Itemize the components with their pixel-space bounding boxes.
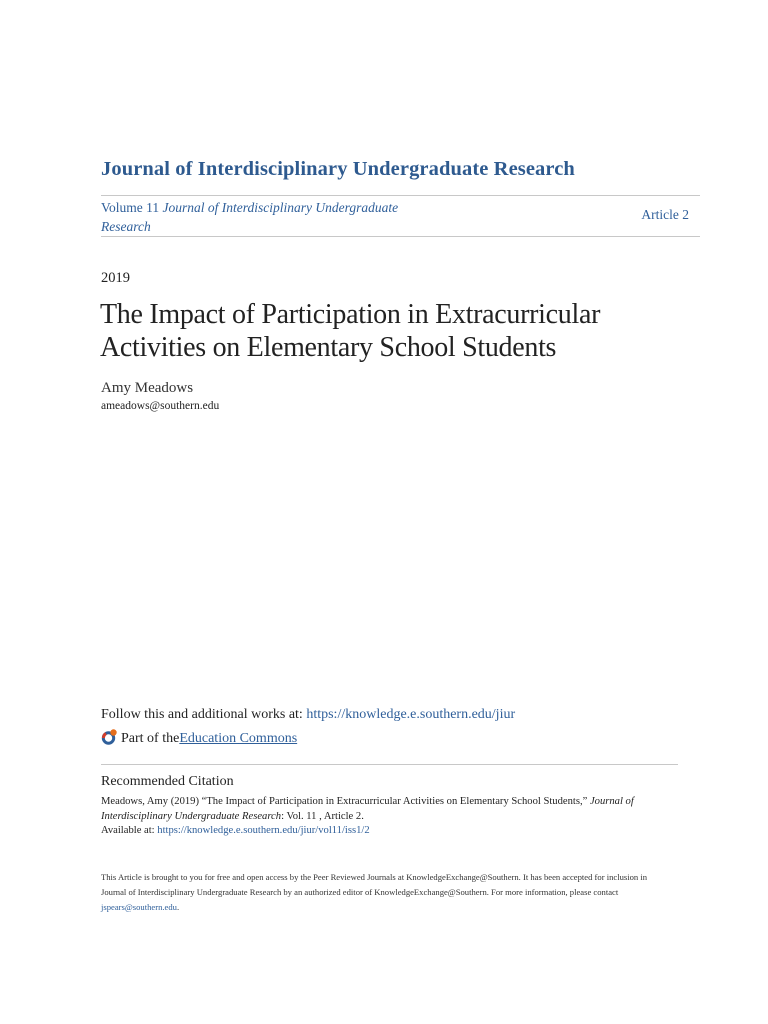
article-title bbox=[100, 298, 660, 364]
citation-text bbox=[101, 795, 661, 839]
author-name: Amy Meadows bbox=[101, 380, 194, 396]
available-prefix: Available at: bbox=[101, 825, 158, 836]
citation-url-link[interactable]: https://knowledge.e.southern.edu/jiur/vol11/iss1/2 bbox=[157, 825, 370, 836]
journal-title-text: Journal of Interdisciplinary Undergraduate Research bbox=[101, 158, 575, 180]
follow-prefix: Follow this and additional works at: bbox=[101, 707, 307, 722]
education-commons-link[interactable]: Education Commons bbox=[179, 731, 298, 746]
follow-url-link[interactable]: https://knowledge.e.southern.edu/jiur bbox=[306, 707, 516, 722]
author-email: ameadows@southern.edu bbox=[101, 400, 220, 412]
network-commons-icon bbox=[101, 728, 119, 746]
volume-journal-name: Journal of Interdisciplinary Undergraduate Research bbox=[101, 200, 399, 234]
notice-end: . bbox=[176, 902, 180, 912]
divider-mid bbox=[101, 236, 700, 237]
citation-prefix: Meadows, Amy (2019) “The Impact of Participation in Extracurricular Activities on Elementary School Students,” bbox=[101, 796, 590, 807]
part-of-line bbox=[101, 730, 297, 748]
article-title-line-2: Activities on Elementary School Students bbox=[100, 332, 557, 363]
journal-title[interactable] bbox=[101, 158, 575, 181]
notice-text: This Article is brought to you for free and open access by the Peer Reviewed Journals at KnowledgeExchange@Southern. It has been accepted for inclusion in Journal of Interdisciplinary Undergraduate Research by an authorized editor of KnowledgeExchange@Southern. For more information, please contact bbox=[101, 872, 648, 897]
article-number-text: Article 2 bbox=[641, 207, 689, 222]
citation-journal: Journal of Interdisciplinary Undergraduate Research bbox=[101, 796, 634, 822]
divider-citation bbox=[101, 764, 678, 765]
citation-suffix: : Vol. 11 , Article 2. bbox=[281, 810, 364, 822]
follow-line bbox=[101, 707, 515, 723]
divider-top bbox=[101, 195, 700, 196]
volume-link[interactable] bbox=[101, 198, 411, 236]
article-number-link[interactable] bbox=[641, 207, 689, 223]
access-notice bbox=[101, 870, 671, 915]
volume-label: Volume 11 bbox=[101, 200, 160, 215]
article-title-line-1: The Impact of Participation in Extracurricular bbox=[100, 299, 601, 330]
part-of-prefix: Part of the bbox=[121, 731, 180, 746]
contact-email-link[interactable]: jspears@southern.edu bbox=[101, 902, 177, 912]
recommended-citation-heading: Recommended Citation bbox=[101, 774, 234, 789]
publication-year: 2019 bbox=[101, 270, 130, 286]
